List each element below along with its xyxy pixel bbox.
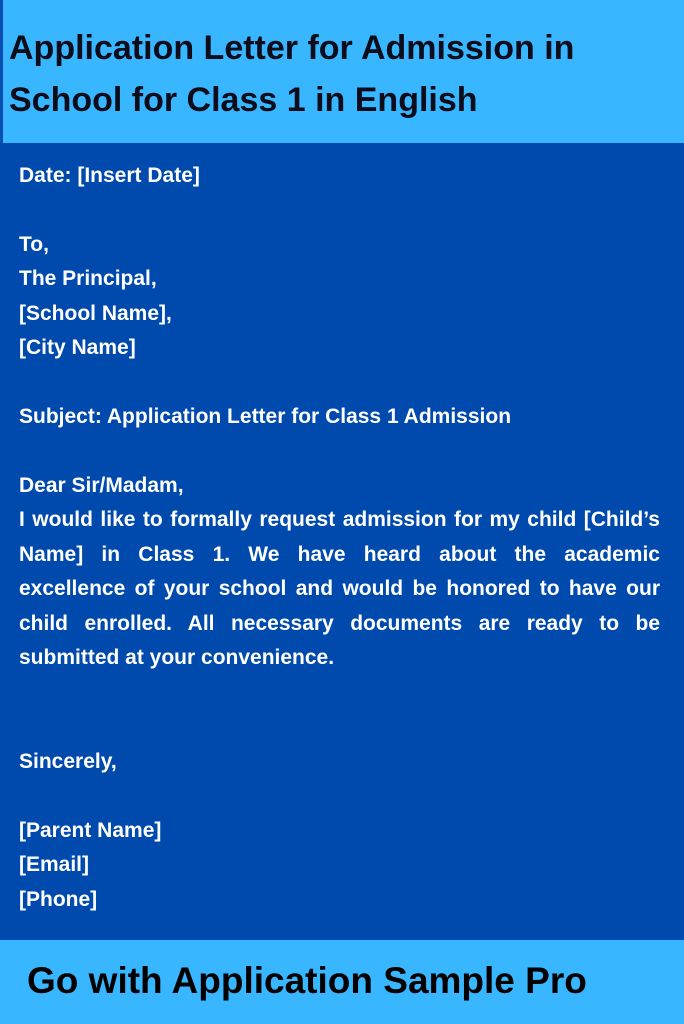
letter-phone: [Phone] xyxy=(19,888,98,911)
page-title: Application Letter for Admission in School for Class 1 in English xyxy=(9,29,575,119)
footer-tagline: Go with Application Sample Pro xyxy=(27,960,587,1001)
letter-body: I would like to formally request admission for my child [Child’s Name] in Class 1. We have heard about the academic excellence of your school and would be honored to have our child enrolled. All necessary documents are ready to be submitted at your convenience. xyxy=(19,508,660,670)
letter-school: [School Name], xyxy=(19,302,172,325)
footer-banner xyxy=(0,940,684,1024)
header-banner xyxy=(0,0,684,143)
letter-closing: Sincerely, xyxy=(19,750,117,773)
letter-panel xyxy=(0,143,684,940)
letter-recipient: The Principal, xyxy=(19,267,157,290)
letter-salutation: Dear Sir/Madam, xyxy=(19,474,184,497)
letter-date: Date: [Insert Date] xyxy=(19,164,200,187)
letter-email: [Email] xyxy=(19,853,90,876)
letter-to: To, xyxy=(19,233,49,256)
letter-parent-name: [Parent Name] xyxy=(19,819,162,842)
letter-city: [City Name] xyxy=(19,336,136,359)
letter-subject: Subject: Application Letter for Class 1 Admission xyxy=(19,405,512,428)
